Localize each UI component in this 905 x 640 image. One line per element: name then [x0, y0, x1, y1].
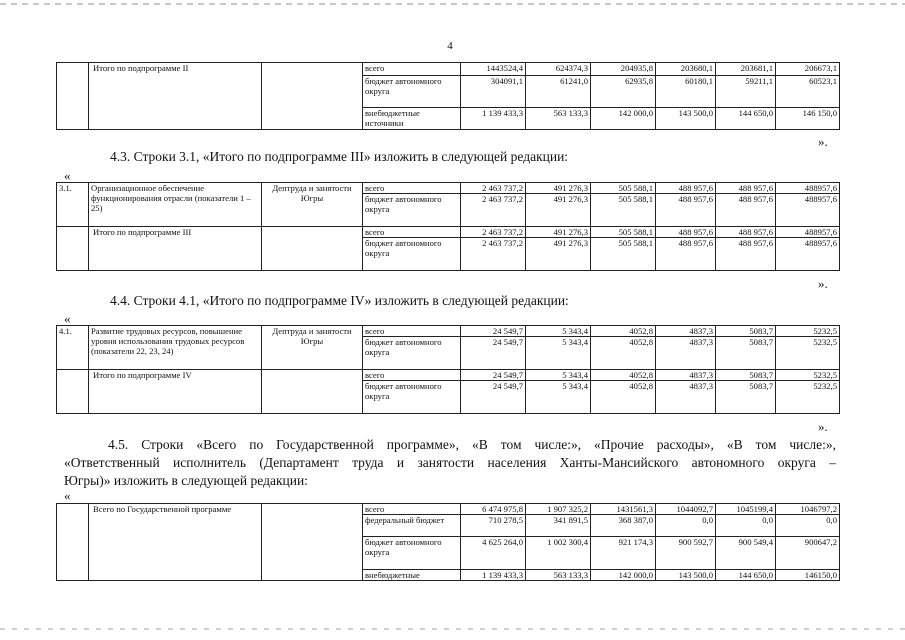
source-cell: внебюджетные источники — [363, 108, 461, 130]
row-name-cell: Организационное обеспечение функционирования отрасли (показатели 1 – 25) — [89, 183, 262, 227]
row-number-cell — [57, 227, 89, 271]
value-cell: 488 957,6 — [656, 183, 716, 194]
row-number-cell — [57, 63, 89, 130]
row-number-cell — [57, 370, 89, 414]
value-cell: 491 276,3 — [526, 194, 591, 227]
section-4-3-heading: 4.3. Строки 3.1, «Итого по подпрограмме III» изложить в следующей редакции: — [110, 149, 569, 164]
scan-artifact-top — [0, 3, 905, 5]
value-cell: 2 463 737,2 — [461, 227, 526, 238]
row-name-cell: Итого по подпрограмме IV — [89, 370, 262, 414]
table-row — [57, 227, 840, 238]
value-cell: 5 343,4 — [526, 337, 591, 370]
value-cell: 2 463 737,2 — [461, 183, 526, 194]
opening-quote: « — [64, 488, 71, 503]
value-cell: 24 549,7 — [461, 337, 526, 370]
value-cell: 5232,5 — [776, 381, 840, 414]
value-cell: 488 957,6 — [656, 194, 716, 227]
source-cell: бюджет автономного округа — [363, 76, 461, 108]
source-cell: всего — [363, 326, 461, 337]
page-number: 4 — [447, 40, 453, 52]
value-cell: 488957,6 — [776, 227, 840, 238]
table-row — [57, 326, 840, 337]
source-cell: всего — [363, 183, 461, 194]
scan-artifact-bottom — [0, 628, 905, 630]
value-cell: 1044092,7 — [656, 504, 716, 515]
row-number-cell — [57, 504, 89, 581]
table-row — [57, 370, 840, 381]
executor-cell — [262, 504, 363, 581]
value-cell: 203680,1 — [656, 63, 716, 76]
value-cell: 4052,8 — [591, 326, 656, 337]
executor-cell — [262, 63, 363, 130]
value-cell: 491 276,3 — [526, 183, 591, 194]
value-cell: 1443524,4 — [461, 63, 526, 76]
value-cell: 488957,6 — [776, 238, 840, 271]
value-cell: 5 343,4 — [526, 381, 591, 414]
value-cell: 4052,8 — [591, 370, 656, 381]
value-cell: 488 957,6 — [716, 194, 776, 227]
table-row — [57, 63, 840, 76]
value-cell: 304091,1 — [461, 76, 526, 108]
row-name-cell: Развитие трудовых ресурсов, повышение уровня использования трудовых ресурсов (показатели 22, 23, 24) — [89, 326, 262, 370]
source-cell: бюджет автономного округа — [363, 238, 461, 271]
value-cell: 146150,0 — [776, 570, 840, 581]
section-4-5-paragraph — [64, 436, 836, 490]
value-cell: 143 500,0 — [656, 108, 716, 130]
source-cell: всего — [363, 370, 461, 381]
value-cell: 5083,7 — [716, 337, 776, 370]
closing-quote: ». — [818, 134, 828, 149]
value-cell: 488 957,6 — [716, 227, 776, 238]
table-subprogram-3 — [56, 182, 840, 271]
value-cell: 0,0 — [776, 515, 840, 537]
value-cell: 59211,1 — [716, 76, 776, 108]
value-cell: 204935,8 — [591, 63, 656, 76]
value-cell: 1 139 433,3 — [461, 108, 526, 130]
value-cell: 60180,1 — [656, 76, 716, 108]
closing-quote: ». — [818, 276, 828, 291]
value-cell: 505 588,1 — [591, 227, 656, 238]
value-cell: 624374,3 — [526, 63, 591, 76]
value-cell: 1431561,3 — [591, 504, 656, 515]
value-cell: 491 276,3 — [526, 238, 591, 271]
source-cell: всего — [363, 63, 461, 76]
source-cell: бюджет автономного округа — [363, 381, 461, 414]
row-number-cell: 4.1. — [57, 326, 89, 370]
value-cell: 24 549,7 — [461, 370, 526, 381]
executor-cell — [262, 370, 363, 414]
table-subprogram-4 — [56, 325, 840, 414]
opening-quote: « — [64, 168, 71, 183]
table-row — [57, 504, 840, 515]
value-cell: 61241,0 — [526, 76, 591, 108]
row-number-cell: 3.1. — [57, 183, 89, 227]
value-cell: 144 650,0 — [716, 570, 776, 581]
value-cell: 146 150,0 — [776, 108, 840, 130]
value-cell: 143 500,0 — [656, 570, 716, 581]
value-cell: 142 000,0 — [591, 108, 656, 130]
value-cell: 505 588,1 — [591, 238, 656, 271]
value-cell: 206673,1 — [776, 63, 840, 76]
value-cell: 488957,6 — [776, 194, 840, 227]
value-cell: 368 387,0 — [591, 515, 656, 537]
value-cell: 5 343,4 — [526, 326, 591, 337]
value-cell: 62935,8 — [591, 76, 656, 108]
row-name-cell: Итого по подпрограмме III — [89, 227, 262, 271]
source-cell: всего — [363, 504, 461, 515]
value-cell: 0,0 — [656, 515, 716, 537]
value-cell: 24 549,7 — [461, 381, 526, 414]
value-cell: 4837,3 — [656, 337, 716, 370]
value-cell: 563 133,3 — [526, 108, 591, 130]
value-cell: 4 625 264,0 — [461, 537, 526, 570]
value-cell: 142 000,0 — [591, 570, 656, 581]
value-cell: 5232,5 — [776, 337, 840, 370]
value-cell: 4837,3 — [656, 381, 716, 414]
value-cell: 900647,2 — [776, 537, 840, 570]
value-cell: 2 463 737,2 — [461, 238, 526, 271]
value-cell: 4837,3 — [656, 326, 716, 337]
value-cell: 5 343,4 — [526, 370, 591, 381]
value-cell: 1 907 325,2 — [526, 504, 591, 515]
table-row — [57, 183, 840, 194]
value-cell: 563 133,3 — [526, 570, 591, 581]
paragraph-line: Югры)» изложить в следующей редакции: — [64, 473, 308, 488]
source-cell: бюджет автономного округа — [363, 194, 461, 227]
value-cell: 505 588,1 — [591, 194, 656, 227]
value-cell: 900 592,7 — [656, 537, 716, 570]
source-cell: бюджет автономного округа — [363, 537, 461, 570]
row-name-cell: Всего по Государственной программе — [89, 504, 262, 581]
value-cell: 144 650,0 — [716, 108, 776, 130]
value-cell: 341 891,5 — [526, 515, 591, 537]
value-cell: 1046797,2 — [776, 504, 840, 515]
value-cell: 2 463 737,2 — [461, 194, 526, 227]
value-cell: 5083,7 — [716, 381, 776, 414]
closing-quote: ». — [818, 419, 828, 434]
value-cell: 488 957,6 — [716, 238, 776, 271]
executor-cell — [262, 227, 363, 271]
value-cell: 60523,1 — [776, 76, 840, 108]
source-cell: бюджет автономного округа — [363, 337, 461, 370]
section-4-4-heading: 4.4. Строки 4.1, «Итого по подпрограмме IV» изложить в следующей редакции: — [110, 293, 569, 308]
opening-quote: « — [64, 311, 71, 326]
table-subprogram-2 — [56, 62, 840, 130]
value-cell: 921 174,3 — [591, 537, 656, 570]
value-cell: 0,0 — [716, 515, 776, 537]
value-cell: 4052,8 — [591, 381, 656, 414]
value-cell: 4052,8 — [591, 337, 656, 370]
value-cell: 5083,7 — [716, 326, 776, 337]
paragraph-line: «Ответственный исполнитель (Департамент труда и занятости населения Ханты-Мансийского автономного округа – — [64, 455, 836, 470]
value-cell: 4837,3 — [656, 370, 716, 381]
row-name-cell: Итого по подпрограмме II — [89, 63, 262, 130]
value-cell: 900 549,4 — [716, 537, 776, 570]
value-cell: 488957,6 — [776, 183, 840, 194]
source-cell: федеральный бюджет — [363, 515, 461, 537]
source-cell: всего — [363, 227, 461, 238]
source-cell: внебюджетные — [363, 570, 461, 581]
value-cell: 505 588,1 — [591, 183, 656, 194]
value-cell: 5232,5 — [776, 370, 840, 381]
value-cell: 203681,1 — [716, 63, 776, 76]
executor-cell: Дептруда и занятости Югры — [262, 326, 363, 370]
value-cell: 491 276,3 — [526, 227, 591, 238]
value-cell: 1 139 433,3 — [461, 570, 526, 581]
value-cell: 5083,7 — [716, 370, 776, 381]
table-state-program-total — [56, 503, 840, 581]
executor-cell: Дептруда и занятости Югры — [262, 183, 363, 227]
value-cell: 6 474 975,8 — [461, 504, 526, 515]
value-cell: 488 957,6 — [656, 238, 716, 271]
value-cell: 1 002 300,4 — [526, 537, 591, 570]
value-cell: 488 957,6 — [716, 183, 776, 194]
paragraph-line: 4.5. Строки «Всего по Государственной программе», «В том числе:», «Прочие расходы», «В том числе:», — [108, 437, 836, 452]
value-cell: 24 549,7 — [461, 326, 526, 337]
value-cell: 1045199,4 — [716, 504, 776, 515]
value-cell: 5232,5 — [776, 326, 840, 337]
value-cell: 488 957,6 — [656, 227, 716, 238]
value-cell: 710 278,5 — [461, 515, 526, 537]
